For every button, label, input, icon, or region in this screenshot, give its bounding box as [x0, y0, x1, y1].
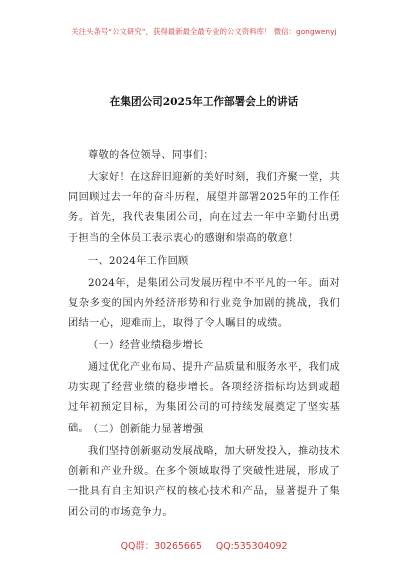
document-title: 在集团公司2025年工作部署会上的讲话 [109, 96, 299, 108]
paragraph-opening: 大家好！在这辞旧迎新的美好时刻，我们齐聚一堂，共同回顾过去一年的奋斗历程，展望并部署2025年的工作任务。首先，我代表集团公司，向在过去一年中辛勤付出勇于担当的全体员工表示衷心的感谢和崇高的敬意！ [68, 172, 340, 244]
paragraph-review: 2024年，是集团公司发展历程中不平凡的一年。面对复杂多变的国内外经济形势和行业竞争加剧的挑战，我们团结一心，迎难而上，取得了令人瞩目的成绩。 [68, 278, 340, 330]
promo-banner: 关注头条号“公文研究”，获得最新最全最专业的公文资料库！ 微信：gongwenyj [71, 27, 337, 36]
paragraph-innovation: 我们坚持创新驱动发展战略，加大研发投入，推动技术创新和产业升级。在多个领域取得了突破性进展，形成了一批具有自主知识产权的核心技术和产品，显著提升了集团公司的市场竞争力。 [68, 446, 340, 518]
contact-footer [0, 538, 408, 552]
section-heading-review: 一、2024年工作回顾 [88, 256, 189, 267]
qq-contact-number: QQ:535304092 [215, 541, 288, 552]
salutation: 尊敬的各位领导、同事们： [88, 150, 214, 161]
paragraph-performance: 通过优化产业布局、提升产品质量和服务水平，我们成功实现了经营业绩的稳步增长。各项经济指标均达到或超过年初预定目标，为集团公司的可持续发展奠定了坚实基础。 [68, 362, 340, 434]
subheading-performance: （一）经营业绩稳步增长 [88, 340, 204, 351]
subheading-innovation: （二）创新能力显著增强 [88, 424, 204, 435]
qq-group-number: QQ群：30265665 [120, 541, 202, 552]
